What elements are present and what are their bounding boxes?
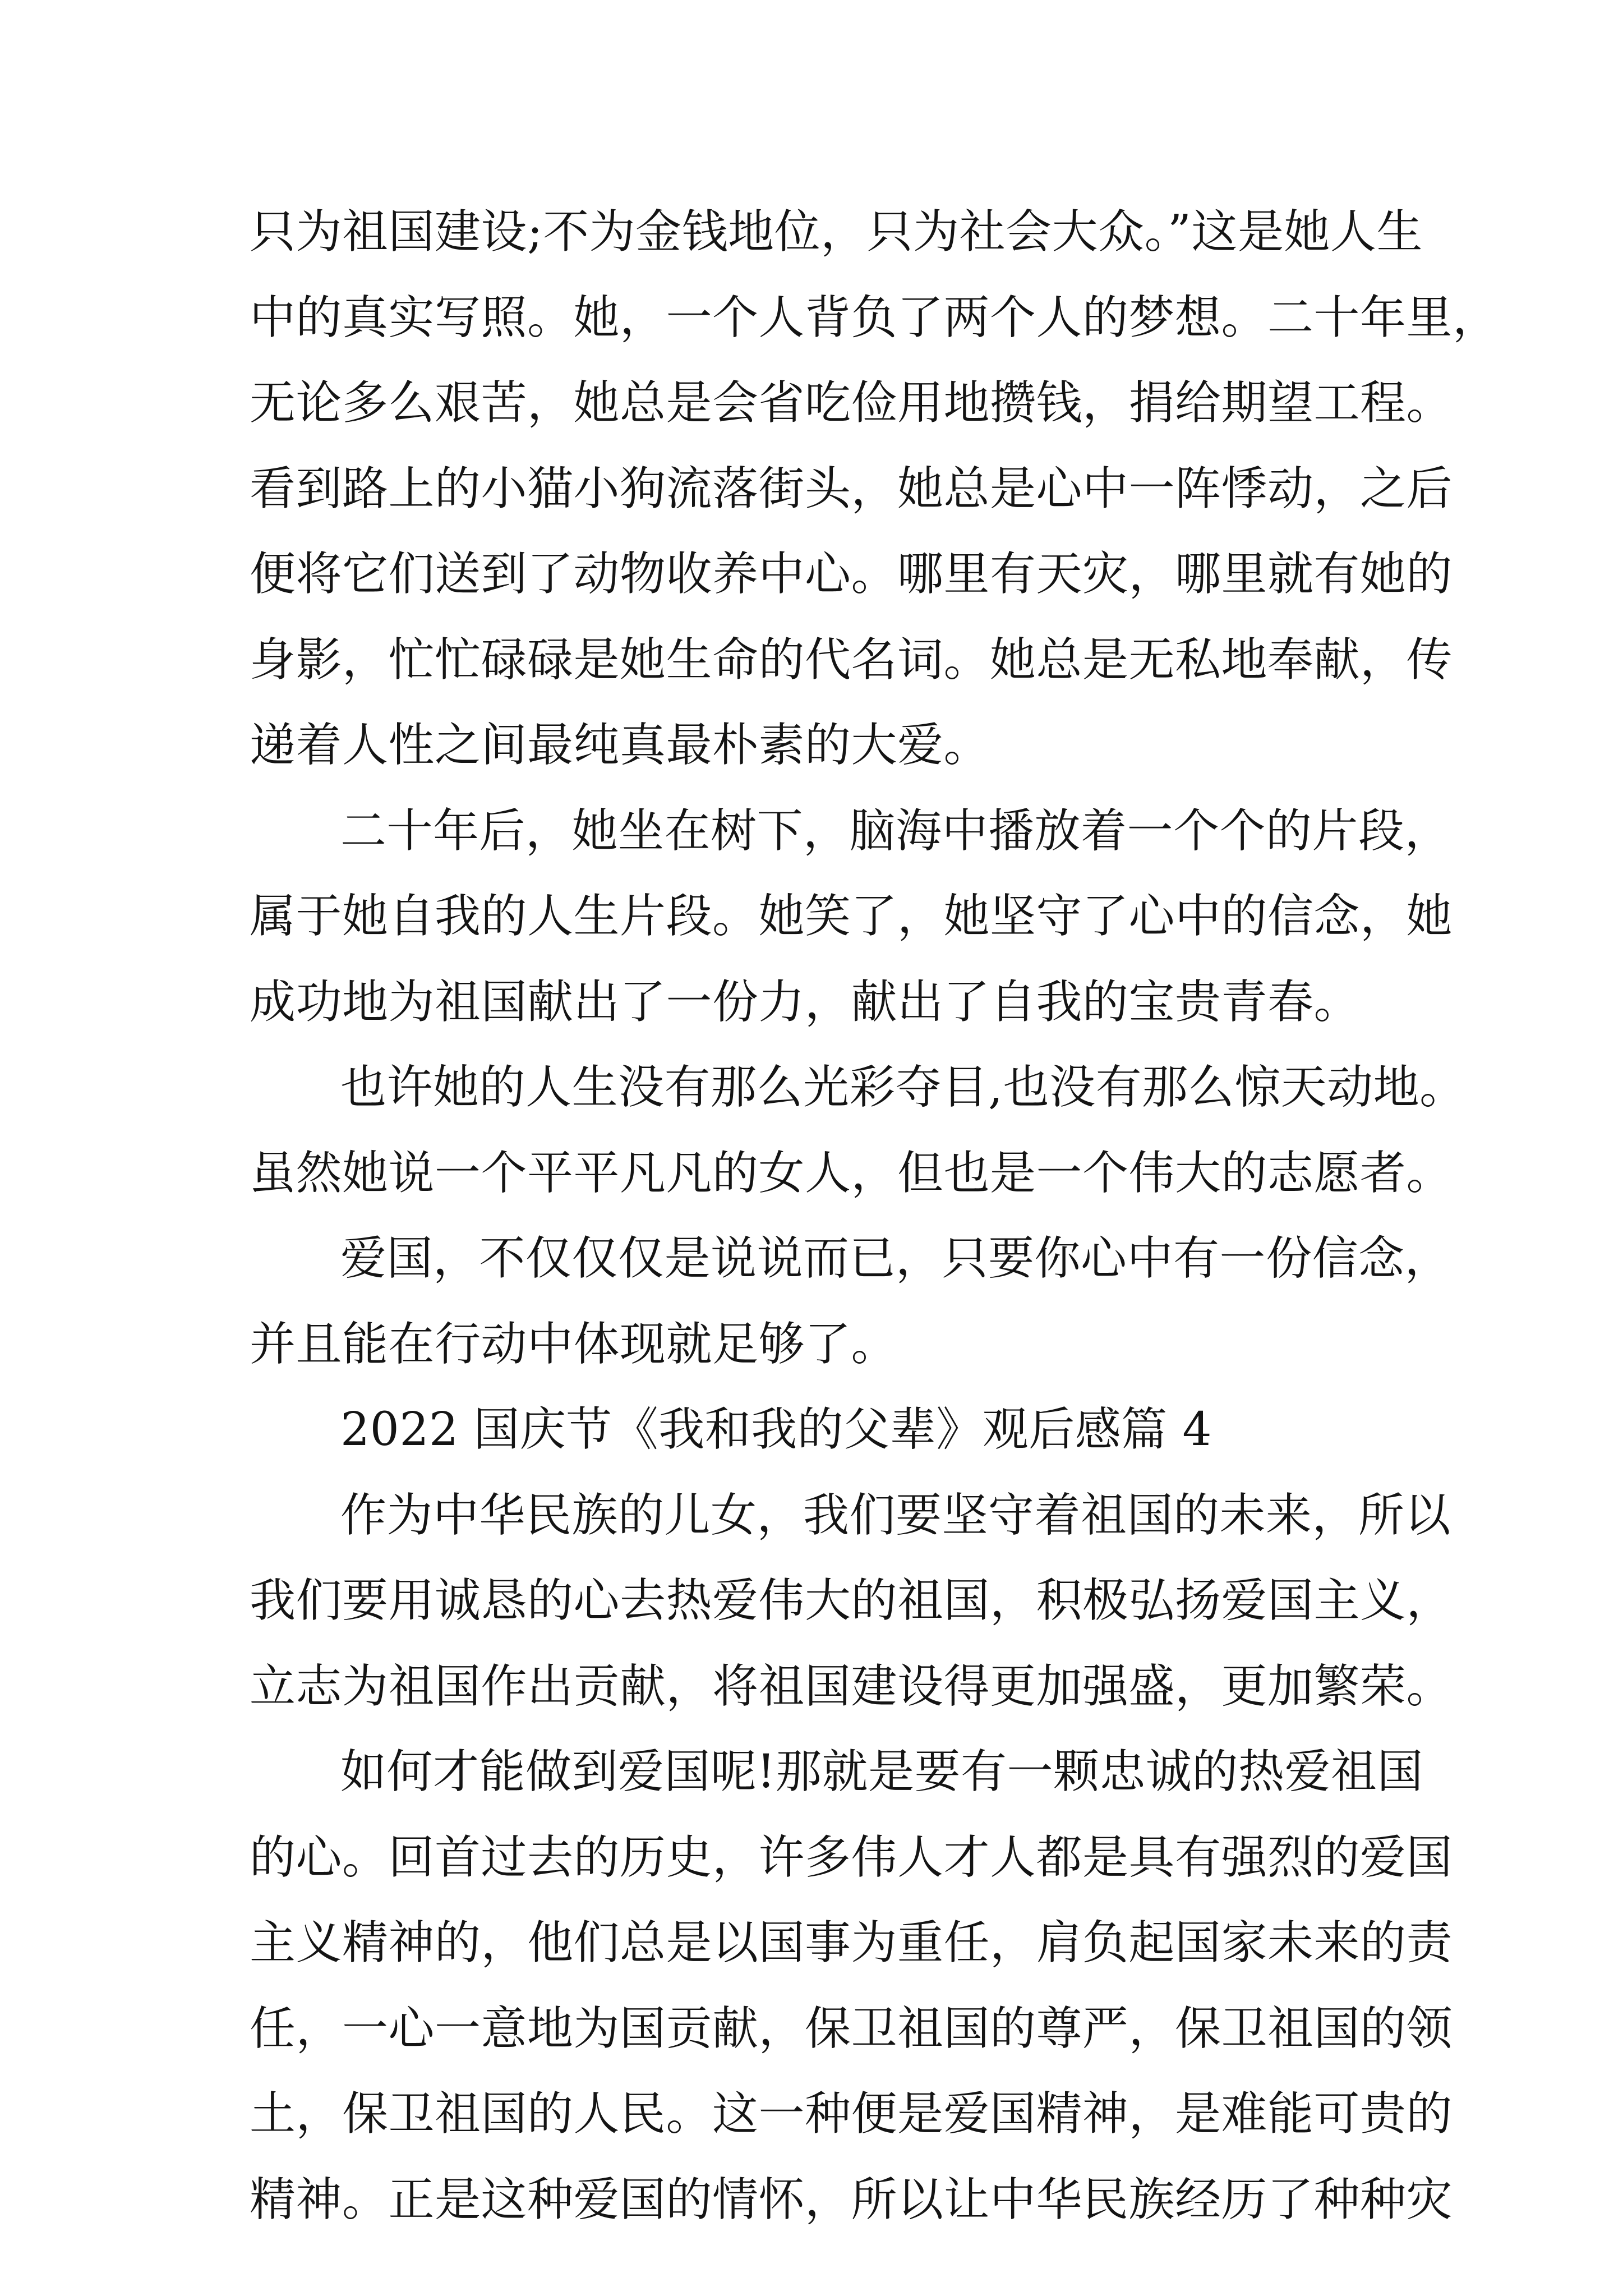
text-line: 任，一心一意地为国贡献，保卫祖国的尊严，保卫祖国的领	[250, 2001, 1453, 2055]
text-line: 看到路上的小猫小狗流落街头，她总是心中一阵悸动，之后	[250, 462, 1453, 516]
text-line: 精神。正是这种爱国的情怀，所以让中华民族经历了种种灾	[250, 2173, 1453, 2226]
body-text	[250, 190, 1499, 2243]
text-line: 虽然她说一个平平凡凡的女人，但也是一个伟大的志愿者。	[250, 1146, 1453, 1200]
section-heading: 2022 国庆节《我和我的父辈》观后感篇 4	[340, 1403, 1212, 1456]
text-line: 我们要用诚恳的心去热爱伟大的祖国，积极弘扬爱国主义，	[250, 1574, 1453, 1627]
paragraph-first-line: 作为中华民族的儿女，我们要坚守着祖国的未来，所以	[340, 1488, 1451, 1542]
text-line: 立志为祖国作出贡献，将祖国建设得更加强盛，更加繁荣。	[250, 1659, 1453, 1713]
text-line: 并且能在行动中体现就足够了。	[250, 1317, 898, 1371]
text-line: 无论多么艰苦，她总是会省吃俭用地攒钱，捐给期望工程。	[250, 376, 1453, 430]
text-line: 递着人性之间最纯真最朴素的大爱。	[250, 719, 990, 772]
text-line: 主义精神的，他们总是以国事为重任，肩负起国家未来的责	[250, 1916, 1453, 1970]
text-line: 中的真实写照。她，一个人背负了两个人的梦想。二十年里，	[250, 291, 1499, 344]
text-line: 只为祖国建设;不为金钱地位，只为社会大众。”这是她人生	[250, 205, 1423, 259]
text-line: 便将它们送到了动物收养中心。哪里有天灾，哪里就有她的	[250, 547, 1453, 601]
text-line: 土，保卫祖国的人民。这一种便是爱国精神，是难能可贵的	[250, 2087, 1453, 2141]
paragraph-first-line: 爱国，不仅仅仅是说说而已，只要你心中有一份信念，	[340, 1232, 1451, 1285]
paragraph-first-line: 二十年后，她坐在树下，脑海中播放着一个个的片段，	[340, 804, 1451, 858]
paragraph-first-line: 如何才能做到爱国呢!那就是要有一颗忠诚的热爱祖国	[340, 1745, 1423, 1798]
text-line: 成功地为祖国献出了一份力，献出了自我的宝贵青春。	[250, 975, 1361, 1029]
text-line: 属于她自我的人生片段。她笑了，她坚守了心中的信念，她	[250, 890, 1453, 943]
text-line: 身影，忙忙碌碌是她生命的代名词。她总是无私地奉献，传	[250, 633, 1453, 687]
paragraph-first-line: 也许她的人生没有那么光彩夺目,也没有那么惊天动地。	[340, 1061, 1466, 1114]
text-line: 的心。回首过去的历史，许多伟人才人都是具有强烈的爱国	[250, 1830, 1453, 1884]
